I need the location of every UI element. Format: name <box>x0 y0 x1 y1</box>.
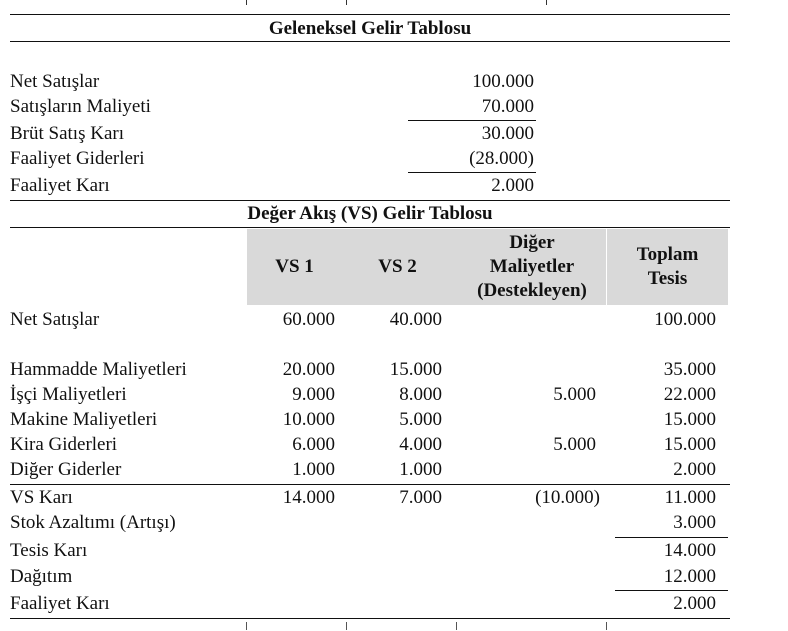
cell-vs2: 15.000 <box>389 359 442 380</box>
row-label: Makine Maliyetleri <box>10 409 158 430</box>
row-value: 70.000 <box>481 96 534 117</box>
vs-profit-rule <box>10 484 730 485</box>
top-tick <box>346 0 347 5</box>
top-tick <box>246 0 247 5</box>
cell-vs2: 7.000 <box>399 487 442 508</box>
cell-total: 22.000 <box>663 384 716 405</box>
top-tick <box>546 0 547 5</box>
cell-total: 14.000 <box>663 540 716 561</box>
cell-vs1: 20.000 <box>282 359 335 380</box>
cell-total: 15.000 <box>663 409 716 430</box>
row-value: 2.000 <box>491 175 534 196</box>
row-label: Dağıtım <box>10 566 73 587</box>
cell-vs1: 6.000 <box>292 434 335 455</box>
row-label: Diğer Giderler <box>10 459 122 480</box>
row-value: (28.000) <box>469 148 534 169</box>
row-label: Faaliyet Karı <box>10 175 110 196</box>
cell-other: (10.000) <box>535 487 600 508</box>
cell-vs2: 1.000 <box>399 459 442 480</box>
cell-total: 100.000 <box>654 309 716 330</box>
bottom-tick <box>346 622 347 630</box>
header-vs2: VS 2 <box>378 256 417 277</box>
subtotal-rule <box>615 537 728 538</box>
traditional-title-rule <box>10 41 730 42</box>
cell-total: 3.000 <box>673 512 716 533</box>
row-value: 100.000 <box>472 71 534 92</box>
income-statement-comparison <box>10 0 730 631</box>
subtotal-rule <box>615 590 728 591</box>
vs-title-rule <box>10 227 730 228</box>
cell-vs1: 10.000 <box>282 409 335 430</box>
header-vs1: VS 1 <box>275 256 314 277</box>
table-bottom-rule <box>10 618 730 619</box>
cell-vs2: 8.000 <box>399 384 442 405</box>
cell-total: 15.000 <box>663 434 716 455</box>
row-value: 30.000 <box>481 123 534 144</box>
row-label: Brüt Satış Karı <box>10 123 124 144</box>
header-total-line1: Toplam <box>636 244 699 265</box>
bottom-tick <box>456 622 457 630</box>
row-label: Net Satışlar <box>10 309 100 330</box>
subtotal-rule <box>408 120 536 121</box>
header-total-line2: Tesis <box>647 268 688 289</box>
cell-other: 5.000 <box>553 434 596 455</box>
cell-other: 5.000 <box>553 384 596 405</box>
row-label: Stok Azaltımı (Artışı) <box>10 512 176 533</box>
row-label: Hammadde Maliyetleri <box>10 359 187 380</box>
table-top-rule <box>10 14 730 15</box>
cell-total: 35.000 <box>663 359 716 380</box>
cell-total: 12.000 <box>663 566 716 587</box>
bottom-tick <box>606 622 607 630</box>
header-shade-total <box>607 229 728 305</box>
cell-vs1: 60.000 <box>282 309 335 330</box>
cell-vs2: 4.000 <box>399 434 442 455</box>
subtotal-rule <box>408 172 536 173</box>
row-label: Faaliyet Giderleri <box>10 148 145 169</box>
cell-vs1: 1.000 <box>292 459 335 480</box>
cell-vs2: 40.000 <box>389 309 442 330</box>
cell-total: 11.000 <box>664 487 716 508</box>
row-label: Net Satışlar <box>10 71 100 92</box>
header-other-line2: Maliyetler <box>489 256 575 277</box>
row-label: İşçi Maliyetleri <box>10 384 127 405</box>
cell-total: 2.000 <box>673 459 716 480</box>
row-label: VS Karı <box>10 487 73 508</box>
traditional-title: Geleneksel Gelir Tablosu <box>268 18 472 39</box>
cell-vs1: 14.000 <box>282 487 335 508</box>
cell-total: 2.000 <box>673 593 716 614</box>
cell-vs1: 9.000 <box>292 384 335 405</box>
row-label: Satışların Maliyeti <box>10 96 151 117</box>
header-other-line1: Diğer <box>509 232 555 253</box>
header-other-line3: (Destekleyen) <box>477 280 587 301</box>
vs-title: Değer Akış (VS) Gelir Tablosu <box>247 203 493 224</box>
row-label: Tesis Karı <box>10 540 88 561</box>
cell-vs2: 5.000 <box>399 409 442 430</box>
row-label: Kira Giderleri <box>10 434 118 455</box>
bottom-tick <box>246 622 247 630</box>
row-label: Faaliyet Karı <box>10 593 110 614</box>
vs-top-rule <box>10 200 730 201</box>
